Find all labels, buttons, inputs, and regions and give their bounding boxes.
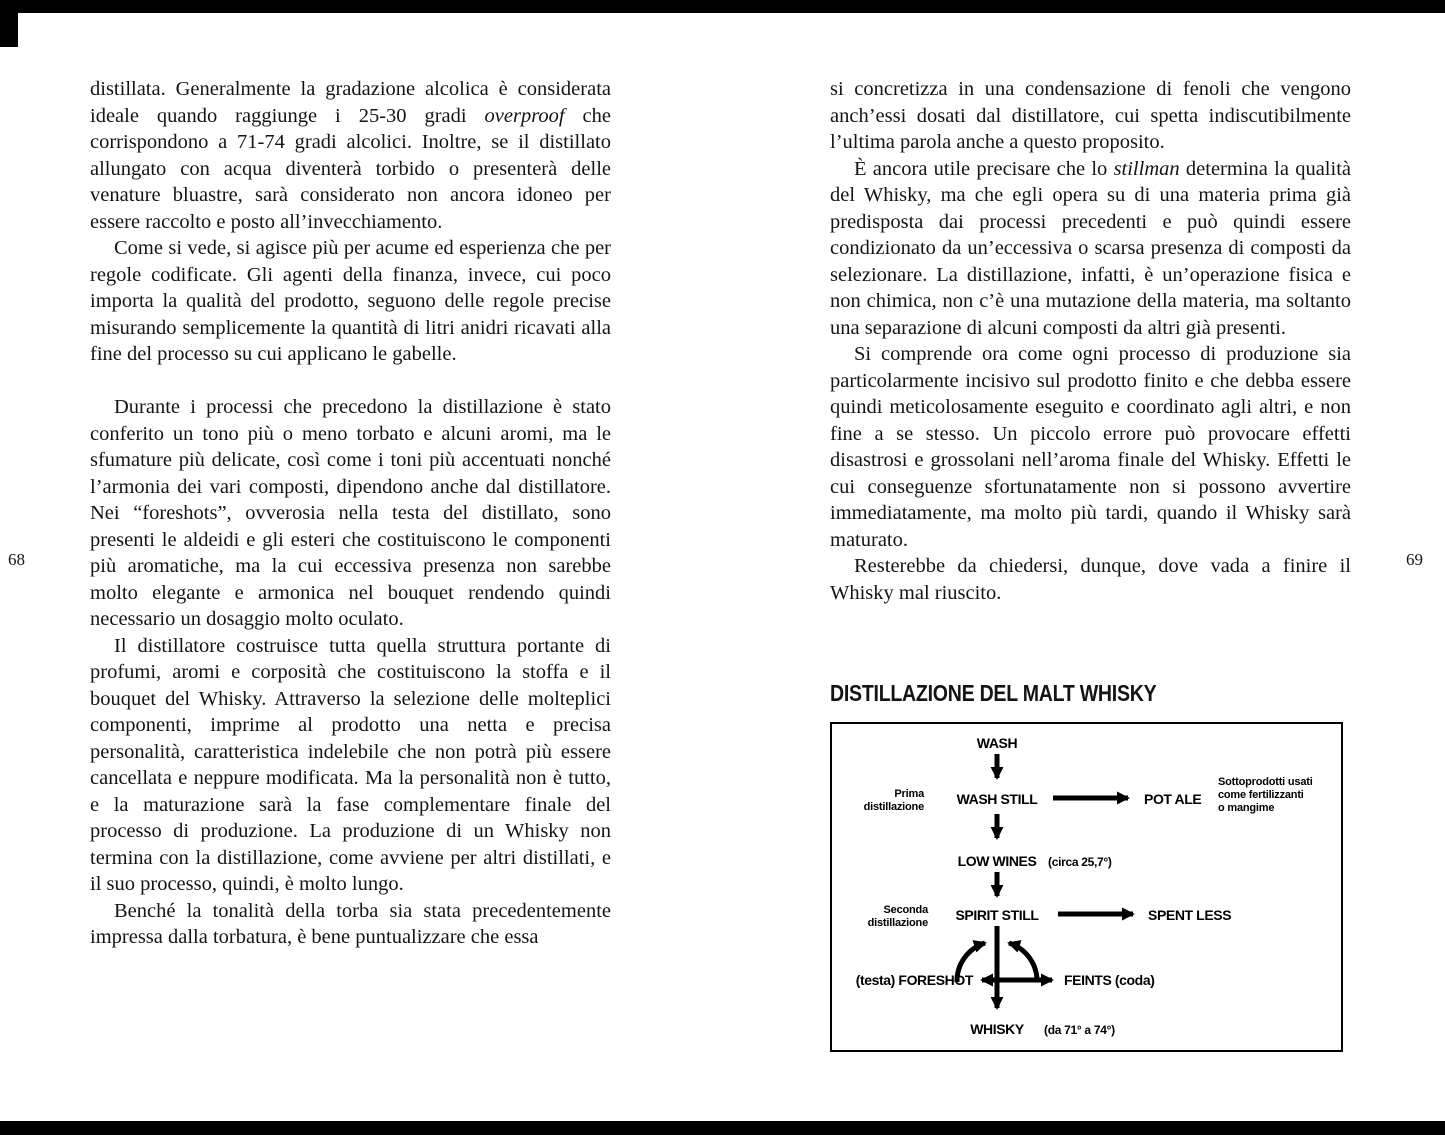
scan-border-bottom — [0, 1121, 1445, 1135]
text-segment: Durante i processi che precedono la distillazione è stato conferito un tono più o meno torbato e alcuni aromi, ma le sfumature più delicate, così come i toni più accentuati nonché l’armonia dei vari composti, dipendono anche dal distillatore. Nei “foreshots”, ovverosia nella testa del distillato, sono presenti le aldeidi e gli esteri che costituiscono le componenti più aromatiche, ma la cui eccessiva presenza non sarebbe molto elegante e armonica nel bouquet rendendo quindi necessario un dosaggio molto oculato. — [90, 396, 611, 630]
scan-border-top — [0, 0, 1445, 13]
label-seconda-distillazione-2: distillazione — [867, 917, 928, 929]
text-segment: Come si vede, si agisce più per acume ed esperienza che per regole codificate. Gli agenti della finanza, invece, cui poco importa la qualità del prodotto, seguono delle regole precise misurando semplicemente la quantità di litri anidri ricavati alla fine del processo su cui applicano le gabelle. — [90, 237, 611, 365]
node-wash: WASH — [976, 735, 1018, 751]
node-feints: FEINTS (coda) — [1064, 972, 1155, 988]
left-page-text — [90, 76, 611, 951]
label-prima-distillazione-2: distillazione — [863, 801, 924, 813]
text-segment: si concretizza in una condensazione di fenoli che vengono anch’essi dosati dal distillatore, cui spetta indiscutibilmente l’ultima parola anche a questo proposito. — [830, 78, 1351, 153]
scan-border-corner — [0, 0, 18, 47]
paragraph — [830, 76, 1351, 156]
text-segment: Il distillatore costruisce tutta quella struttura portante di profumi, aromi e corposità che costituiscono la stoffa e il bouquet del Whisky. Attraverso la selezione delle molteplici componenti, imprime al prodotto una netta e precisa personalità, caratteristica indelebile che non potrà più essere cancellata e neppure modificata. Ma la personalità non è tutto, e la maturazione sarà la fase complementare finale del processo di produzione. La produzione di un Whisky non termina con la distillazione, come avviene per altri distillati, e il suo processo, quindi, è molto lungo. — [90, 634, 611, 895]
node-wash-still: WASH STILL — [956, 791, 1038, 807]
italic-text: overproof — [484, 104, 565, 127]
text-segment: Si comprende ora come ogni processo di produzione sia particolarmente incisivo sul prodotto finito e che debba essere quindi meticolosamente eseguito e coordinato agli altri, e non fine a se stesso. Un piccolo errore può provocare effetti disastrosi e grossolani nell’aroma finale del Whisky. Effetti le cui conseguenze sfortunatamente non si possono avvertire immediatamente, ma molto più tardi, quando il Whisky sarà maturato. — [830, 343, 1351, 551]
node-whisky-note: (da 71° a 74°) — [1044, 1023, 1115, 1037]
paragraph — [90, 898, 611, 951]
paragraph — [830, 341, 1351, 553]
label-prima-distillazione: Prima — [894, 788, 924, 800]
diagram-title: DISTILLAZIONE DEL MALT WHISKY — [830, 680, 1157, 706]
node-spirit-still: SPIRIT STILL — [955, 907, 1039, 923]
paragraph — [90, 394, 611, 633]
page-number-right: 69 — [1406, 550, 1423, 569]
node-whisky: WHISKY — [970, 1021, 1024, 1037]
label-sottoprodotti-2: come fertilizzanti — [1218, 789, 1304, 801]
text-segment: che corrispondono a 71-74 gradi alcolici. Inoltre, se il distillato allungato con acqua diventerà torbido o presenterà delle venature bluastre, sarà considerato non ancora idoneo per essere raccolto e posto all’invecchiamento. — [90, 104, 611, 233]
node-spent-less: SPENT LESS — [1148, 907, 1232, 923]
label-seconda-distillazione: Seconda — [883, 904, 928, 916]
right-page-text — [830, 76, 1351, 606]
distillation-diagram — [830, 722, 1343, 1052]
paragraph — [90, 235, 611, 368]
label-sottoprodotti-3: o mangime — [1218, 802, 1275, 814]
node-low-wines-note: (circa 25,7°) — [1048, 855, 1112, 869]
diagram-flowchart — [832, 724, 1340, 1049]
label-sottoprodotti-1: Sottoprodotti usati — [1218, 776, 1313, 788]
paragraph — [90, 633, 611, 898]
italic-text: stillman — [1113, 157, 1180, 180]
arc-feints-recycle — [1009, 943, 1037, 982]
paragraph — [830, 553, 1351, 606]
paragraph — [830, 156, 1351, 342]
text-segment: determina la qualità del Whisky, ma che egli opera su di una materia prima già predisposta dai processi precedenti e può quindi essere condizionato da un’eccessiva o scarsa presenza di composti da selezionare. La distillazione, infatti, è un’operazione fisica e non chimica, non c’è una mutazione della materia, ma soltanto una separazione di alcuni composti da altri già presenti. — [830, 157, 1351, 339]
node-foreshot: (testa) FORESHOT — [855, 972, 973, 988]
text-segment: distillata. Generalmente la gradazione alcolica è considerata ideale quando raggiunge i 25-30 gradi — [90, 78, 611, 127]
page-number-left: 68 — [8, 550, 25, 569]
text-segment: Resterebbe da chiedersi, dunque, dove vada a finire il Whisky mal riuscito. — [830, 555, 1351, 604]
text-segment: È ancora utile precisare che lo — [854, 157, 1114, 180]
node-low-wines: LOW WINES — [957, 853, 1037, 869]
paragraph — [90, 76, 611, 235]
text-segment: Benché la tonalità della torba sia stata precedentemente impressa dalla torbatura, è bene puntualizzare che essa — [90, 899, 611, 948]
node-pot-ale: POT ALE — [1144, 791, 1202, 807]
